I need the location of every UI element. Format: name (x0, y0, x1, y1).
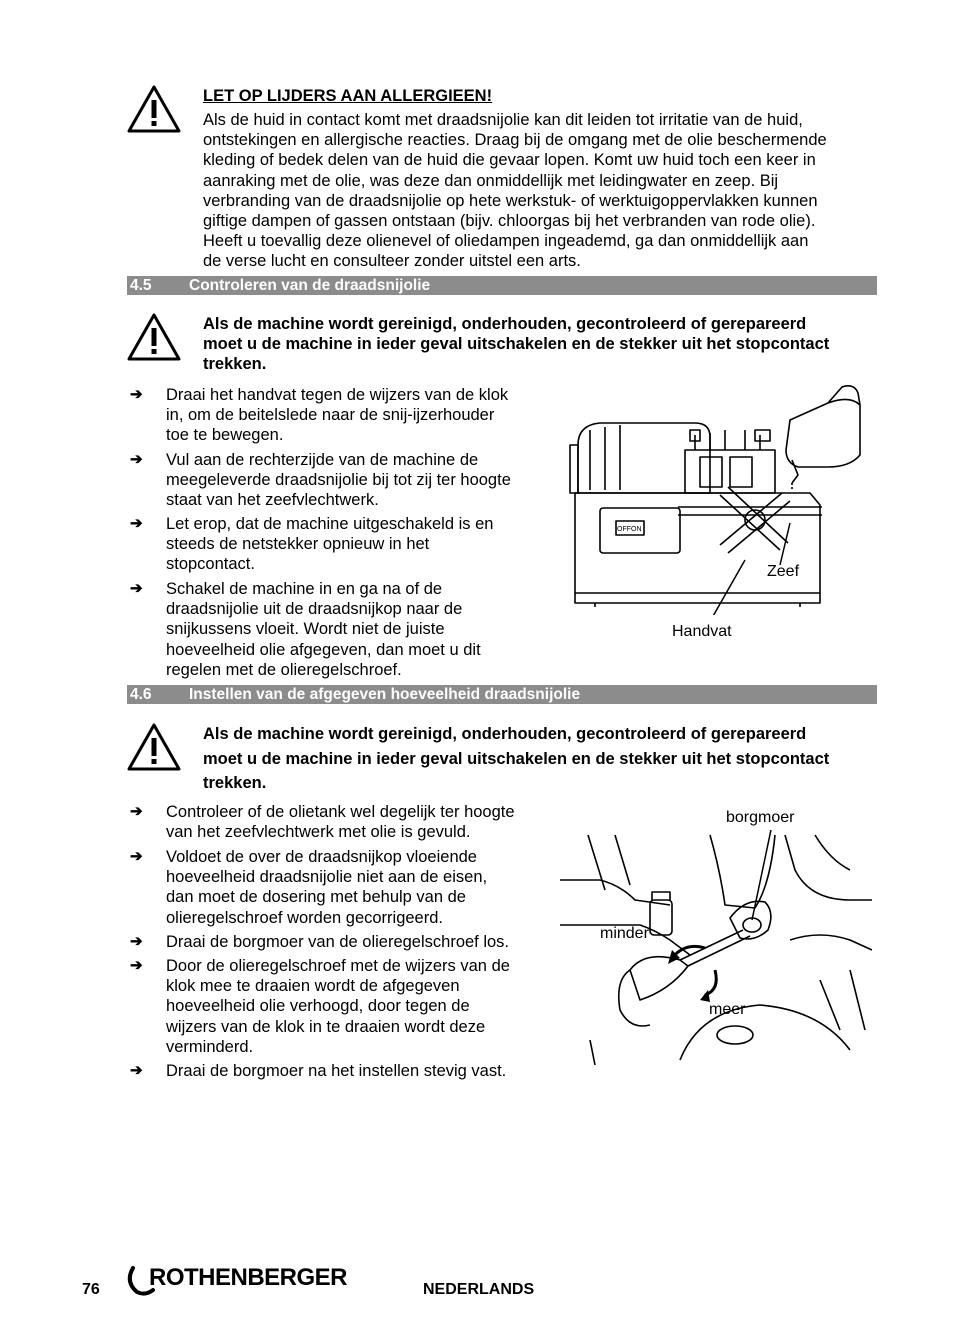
oil-regulating-screw-illustration (560, 830, 872, 1070)
allergy-warning-title: LET OP LIJDERS AAN ALLERGIEEN! (203, 87, 493, 105)
arrow-right-icon: ➔ (130, 803, 143, 820)
arrow-right-icon: ➔ (130, 386, 143, 403)
arrow-right-icon: ➔ (130, 580, 143, 597)
figure-label-meer: meer (709, 1001, 746, 1018)
safety-warning-4-5: Als de machine wordt gereinigd, onderhouden, gecontroleerd of gerepareerd moet u de machine in ieder geval uitschakelen en de stekker uit het stopcontact trekken. (203, 315, 830, 374)
arrow-right-icon: ➔ (130, 515, 143, 532)
language-label: NEDERLANDS (423, 1281, 535, 1298)
arrow-right-icon: ➔ (130, 933, 143, 950)
safety-warning-4-6: Als de machine wordt gereinigd, onderhouden, gecontroleerd of gerepareerd moet u de machine in ieder geval uitschakelen en de stekker uit het stopcontact trekken. (203, 725, 830, 792)
rothenberger-logo: ROTHENBERGER (127, 1262, 362, 1298)
arrow-right-icon: ➔ (130, 848, 143, 865)
warning-triangle-icon (126, 312, 182, 362)
allergy-warning-text: Als de huid in contact komt met draadsnijolie kan dit leiden tot irritatie van de huid, ontstekingen en allergische reacties. Draag bij de omgang met de olie beschermende kleding of bedek delen van de huid die gevaar lopen. Komt uw huid toch een keer in aanraking met de olie, was deze dan onmiddellijk met leidingwater en zeep. Bij verbranding van de draadsnijolie op hete werkstuk- of werktuigoppervlakken kunnen giftige dampen of gassen ontstaan (bijv. chloorgas bij het verbranden van rode olie). Heeft u toevallig deze olienevel of oliedampen ingeademd, ga dan onmiddellijk aan de verse lucht en consulteer zonder uitstel een arts. (203, 111, 827, 271)
figure-label-zeef: Zeef (767, 563, 800, 580)
threading-machine-illustration (560, 375, 870, 615)
page-number: 76 (82, 1281, 100, 1298)
section-heading-4-5: 4.5 Controleren van de draadsnijolie (127, 276, 877, 295)
figure-label-minder: minder (600, 925, 649, 942)
warning-triangle-icon (126, 84, 182, 134)
arrow-right-icon: ➔ (130, 957, 143, 974)
figure-label-borgmoer: borgmoer (726, 809, 795, 826)
figure-label-handvat: Handvat (672, 623, 732, 640)
switch-off-label: OFF (617, 526, 631, 533)
arrow-right-icon: ➔ (130, 1062, 143, 1079)
arrow-right-icon: ➔ (130, 451, 143, 468)
switch-on-label: ON (631, 526, 642, 533)
section-heading-4-6: 4.6 Instellen van de afgegeven hoeveelheid draadsnijolie (127, 685, 877, 704)
warning-triangle-icon (126, 722, 182, 772)
